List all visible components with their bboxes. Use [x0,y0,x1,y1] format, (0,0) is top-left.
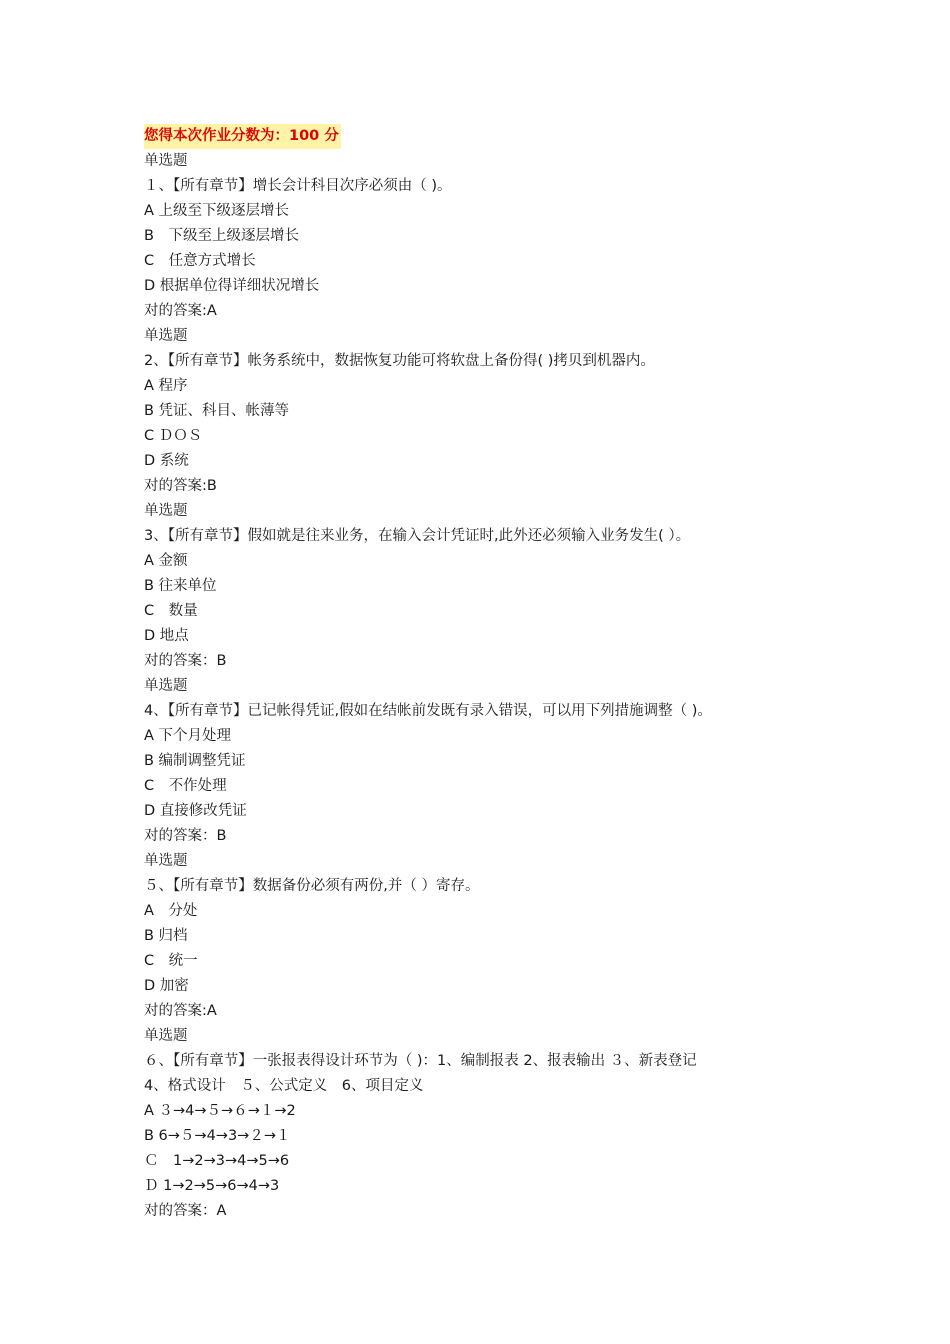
question-6 [144,1024,824,1224]
question-2 [144,324,824,499]
score-banner: 您得本次作业分数为：100 分 [144,124,341,149]
document-content [144,124,824,1224]
question-stem: 4、【所有章节】已记帐得凭证,假如在结帐前发既有录入错误，可以用下列措施调整（ )。 [144,703,712,719]
option-d: D 直接修改凭证 [144,803,247,819]
question-type: 单选题 [144,853,188,869]
option-b: B 往来单位 [144,578,217,594]
question-4 [144,674,824,849]
option-d: D 根据单位得详细状况增长 [144,278,320,294]
option-b: B 编制调整凭证 [144,753,246,769]
correct-answer: 对的答案:A [144,303,217,319]
option-c: C 统一 [144,953,198,969]
option-c: C 数量 [144,603,198,619]
option-a: A 下个月处理 [144,728,232,744]
option-c: C 不作处理 [144,778,227,794]
question-5 [144,849,824,1024]
option-d: D 地点 [144,628,189,644]
correct-answer: 对的答案:A [144,1003,217,1019]
option-a: A ３→4→５→６→１→2 [144,1103,296,1119]
question-type: 单选题 [144,153,188,169]
option-b: B 凭证、科目、帐薄等 [144,403,290,419]
question-stem-continued: 4、格式设计 ５、公式定义 6、项目定义 [144,1078,424,1094]
option-a: A 上级至下级逐层增长 [144,203,290,219]
question-3 [144,499,824,674]
correct-answer: 对的答案：B [144,653,227,669]
option-a: A 程序 [144,378,188,394]
correct-answer: 对的答案:B [144,478,217,494]
option-a: A 分处 [144,903,198,919]
question-stem: 3、【所有章节】假如就是往来业务，在输入会计凭证时,此外还必须输入业务发生( ）。 [144,528,691,544]
question-stem: ６、【所有章节】一张报表得设计环节为（ )：1、编制报表 2、报表输出 ３、新表登记 [144,1053,697,1069]
option-c: C ＤＯＳ [144,428,203,444]
option-d: D 加密 [144,978,189,994]
option-d: Ｄ 1→2→5→6→4→3 [144,1178,280,1194]
question-stem: １、【所有章节】增长会计科目次序必须由（ )。 [144,178,452,194]
option-c: Ｃ 1→2→3→4→5→6 [144,1153,290,1169]
correct-answer: 对的答案：A [144,1203,227,1219]
correct-answer: 对的答案：B [144,828,227,844]
option-b: B 下级至上级逐层增长 [144,228,299,244]
question-stem: ５、【所有章节】数据备份必须有两份,并（ ）寄存。 [144,878,480,894]
question-type: 单选题 [144,503,188,519]
question-type: 单选题 [144,678,188,694]
question-type: 单选题 [144,328,188,344]
question-stem: 2、【所有章节】帐务系统中，数据恢复功能可将软盘上备份得( )拷贝到机器内。 [144,353,655,369]
question-1 [144,149,824,324]
question-type: 单选题 [144,1028,188,1044]
option-a: A 金额 [144,553,188,569]
option-b: B 6→５→4→3→２→１ [144,1128,291,1144]
option-c: C 任意方式增长 [144,253,256,269]
option-b: B 归档 [144,928,188,944]
option-d: D 系统 [144,453,189,469]
